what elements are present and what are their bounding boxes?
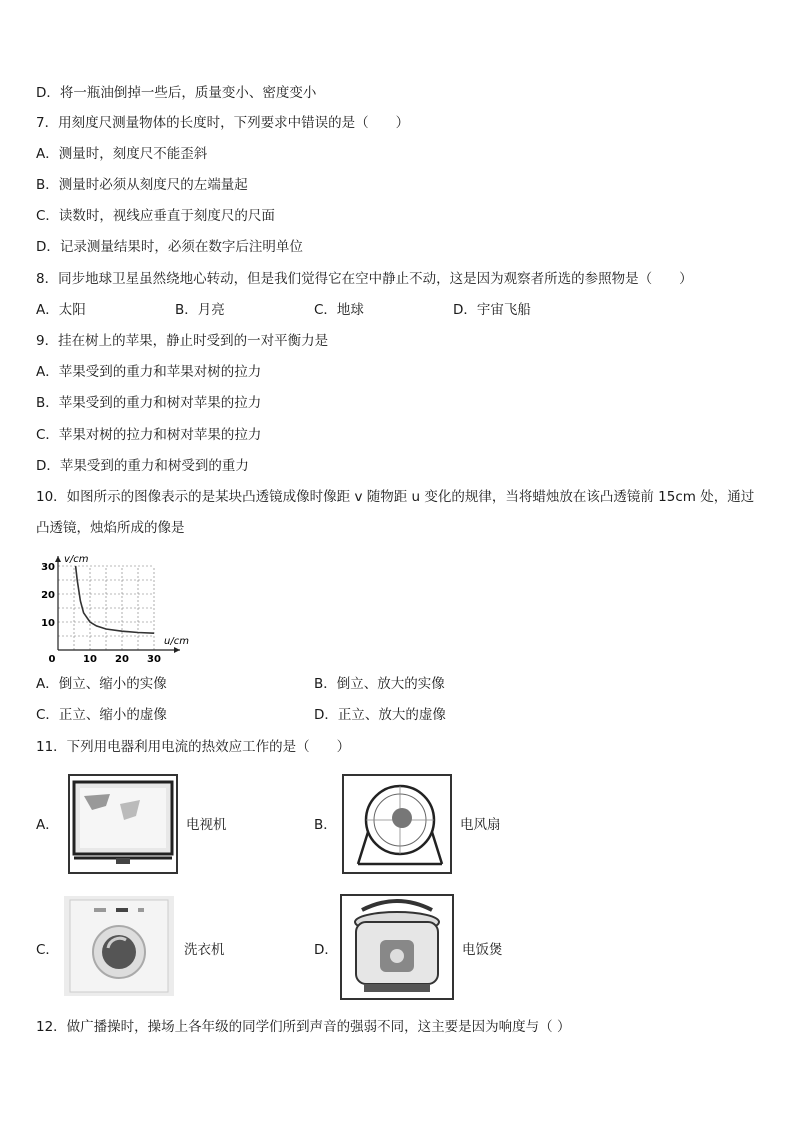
chart-x-axis-arrow <box>174 647 180 653</box>
q9-option-c[interactable]: C．苹果对树的拉力和树对苹果的拉力 <box>36 427 262 443</box>
q8-stem: 8．同步地球卫星虽然绕地心转动，但是我们觉得它在空中静止不动，这是因为观察者所选的参照物是（ ） <box>36 271 693 287</box>
q6-option-d: D．将一瓶油倒掉一些后，质量变小、密度变小 <box>36 85 317 101</box>
tv-image[interactable] <box>68 774 178 874</box>
q7-option-c[interactable]: C．读数时，视线应垂直于刻度尺的尺面 <box>36 208 275 224</box>
q10-option-b[interactable]: B．倒立、放大的实像 <box>314 676 445 692</box>
washing-machine-image[interactable] <box>64 896 174 996</box>
q11-option-c-label: 洗衣机 <box>184 942 225 958</box>
q11-option-a-label: 电视机 <box>186 817 227 833</box>
rice-cooker-image[interactable] <box>340 894 454 1000</box>
chart-x-tick-label: 30 <box>147 654 161 665</box>
q10-stem-line1: 10．如图所示的图像表示的是某块凸透镜成像时像距 v 随物距 u 变化的规律，当将蜡烛放在该凸透镜前 15cm 处，通过 <box>36 489 755 505</box>
chart-x-axis-label: u/cm <box>164 636 189 647</box>
q10-option-c[interactable]: C．正立、缩小的虚像 <box>36 707 167 723</box>
q8-option-c[interactable]: C．地球 <box>314 302 364 318</box>
washing-machine-icon <box>64 896 174 996</box>
q9-option-b[interactable]: B．苹果受到的重力和树对苹果的拉力 <box>36 395 262 411</box>
chart-y-tick-label: 10 <box>41 618 55 629</box>
q11-option-a-letter[interactable]: A． <box>36 817 59 833</box>
q8-option-d[interactable]: D．宇宙飞船 <box>453 302 531 318</box>
q11-option-d-label: 电饭煲 <box>462 942 503 958</box>
chart-series-line <box>76 566 154 633</box>
chart-y-tick-label: 20 <box>41 590 55 601</box>
chart-x-tick-label: 0 <box>48 654 56 665</box>
q10-option-d[interactable]: D．正立、放大的虚像 <box>314 707 446 723</box>
q7-stem: 7．用刻度尺测量物体的长度时，下列要求中错误的是（ ） <box>36 115 410 131</box>
lens-image-distance-chart <box>36 550 196 668</box>
q11-option-d-letter[interactable]: D． <box>314 942 338 958</box>
q11-option-b-letter[interactable]: B． <box>314 817 337 833</box>
q9-option-a[interactable]: A．苹果受到的重力和苹果对树的拉力 <box>36 364 262 380</box>
q9-option-d[interactable]: D．苹果受到的重力和树受到的重力 <box>36 458 249 474</box>
q10-stem-line2: 凸透镜，烛焰所成的像是 <box>36 520 185 536</box>
q11-option-c-letter[interactable]: C． <box>36 942 59 958</box>
chart-y-tick-label: 30 <box>41 562 55 573</box>
q7-option-a[interactable]: A．测量时，刻度尺不能歪斜 <box>36 146 208 162</box>
chart-y-axis-label: v/cm <box>64 554 89 565</box>
chart-x-tick-label: 10 <box>83 654 97 665</box>
q8-option-a[interactable]: A．太阳 <box>36 302 86 318</box>
q9-stem: 9．挂在树上的苹果，静止时受到的一对平衡力是 <box>36 333 329 349</box>
chart-y-axis-arrow <box>55 556 61 562</box>
q11-stem: 11．下列用电器利用电流的热效应工作的是（ ） <box>36 739 351 755</box>
fan-image[interactable] <box>342 774 452 874</box>
q11-option-b-label: 电风扇 <box>460 817 501 833</box>
q7-option-d[interactable]: D．记录测量结果时，必须在数字后注明单位 <box>36 239 303 255</box>
rice-cooker-icon <box>342 896 452 998</box>
q12-stem: 12．做广播操时，操场上各年级的同学们所到声音的强弱不同，这主要是因为响度与（ ） <box>36 1019 571 1035</box>
q7-option-b[interactable]: B．测量时必须从刻度尺的左端量起 <box>36 177 248 193</box>
q10-option-a[interactable]: A．倒立、缩小的实像 <box>36 676 167 692</box>
fan-icon <box>344 776 450 872</box>
chart-x-tick-label: 20 <box>115 654 129 665</box>
q8-option-b[interactable]: B．月亮 <box>175 302 225 318</box>
tv-icon <box>70 776 176 872</box>
